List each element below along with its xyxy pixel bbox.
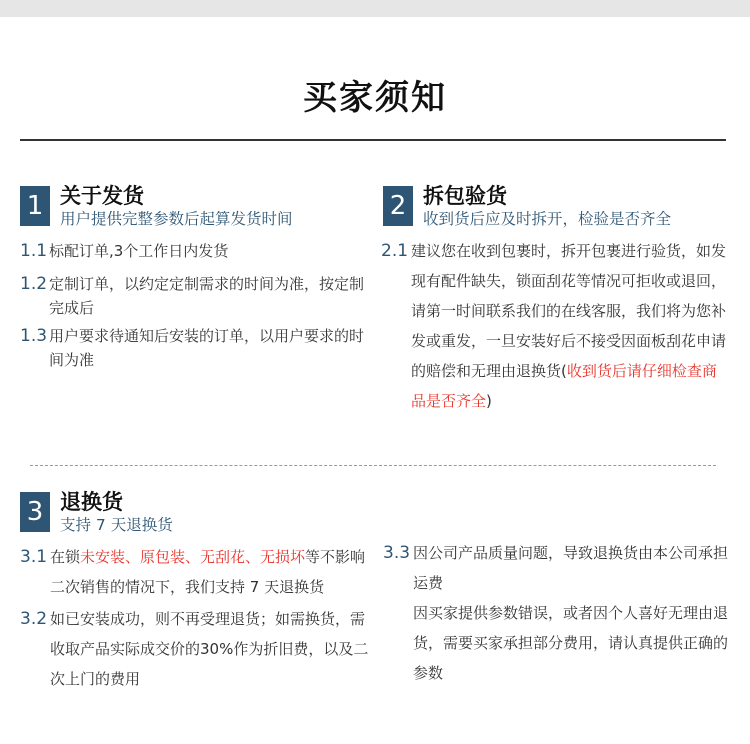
section-3-item-1 [20,542,370,602]
section-3-item-3 [383,538,728,688]
item-text: 用户要求待通知后安装的订单，以用户要求的时间为准 [49,327,365,369]
item-text-2: 因买家提供参数错误，或者因个人喜好无理由退货，需要买家承担部分费用，请认真提供正确的参数 [413,604,729,682]
item-text-1: 因公司产品质量问题，导致退换货由本公司承担运费 [413,544,729,592]
item-text: 如已安装成功，则不再受理退货；如需换货，需收取产品实际成交价的30%作为折旧费，以及二次上门的费用 [50,610,369,688]
item-number: 3.3 [383,543,411,563]
item-number: 2.1 [381,241,409,261]
section-1-item-1 [20,239,365,263]
section-divider [30,465,716,466]
section-1-subtitle: 用户提供完整参数后起算发货时间 [60,210,293,228]
item-number: 1.3 [20,326,48,346]
item-text: 标配订单,3个工作日内发货 [49,242,229,260]
item-number: 3.2 [20,609,48,629]
highlight-text: 收到货后请仔细检查商品是否齐全 [411,362,717,410]
section-1-item-3 [20,324,365,372]
section-3-number: 3 [20,492,50,532]
item-number: 3.1 [20,547,48,567]
top-bar [0,0,750,17]
highlight-text: 未安装、原包装、无刮花、无损坏 [80,548,306,566]
section-2-number: 2 [383,186,413,226]
item-number: 1.2 [20,274,48,294]
section-2-subtitle: 收到货后应及时拆开，检验是否齐全 [423,210,672,228]
section-3-title: 退换货 [60,490,123,514]
section-2-item-1 [381,236,727,416]
item-text: 建议您在收到包裹时，拆开包裹进行验货，如发现有配件缺失，锁面刮花等情况可拒收或退回，请第一时间联系我们的在线客服，我们将为您补发或重发，一旦安装好后不接受因面板刮花申请的赔偿和无理由退换货(收到货后请仔细检查商品是否齐全) [411,242,727,410]
item-text: 在锁未安装、原包装、无刮花、无损坏等不影响二次销售的情况下，我们支持 7 天退换货 [50,548,366,596]
item-number: 1.1 [20,241,48,261]
item-text: 定制订单，以约定定制需求的时间为准，按定制完成后 [49,275,365,317]
section-1-title: 关于发货 [60,184,144,208]
section-1-item-2 [20,272,365,320]
section-3-item-2 [20,604,372,694]
title-divider [20,139,726,141]
page-title: 买家须知 [303,78,447,118]
section-1-number: 1 [20,186,50,226]
section-3-subtitle: 支持 7 天退换货 [60,516,173,534]
section-2-title: 拆包验货 [423,184,507,208]
